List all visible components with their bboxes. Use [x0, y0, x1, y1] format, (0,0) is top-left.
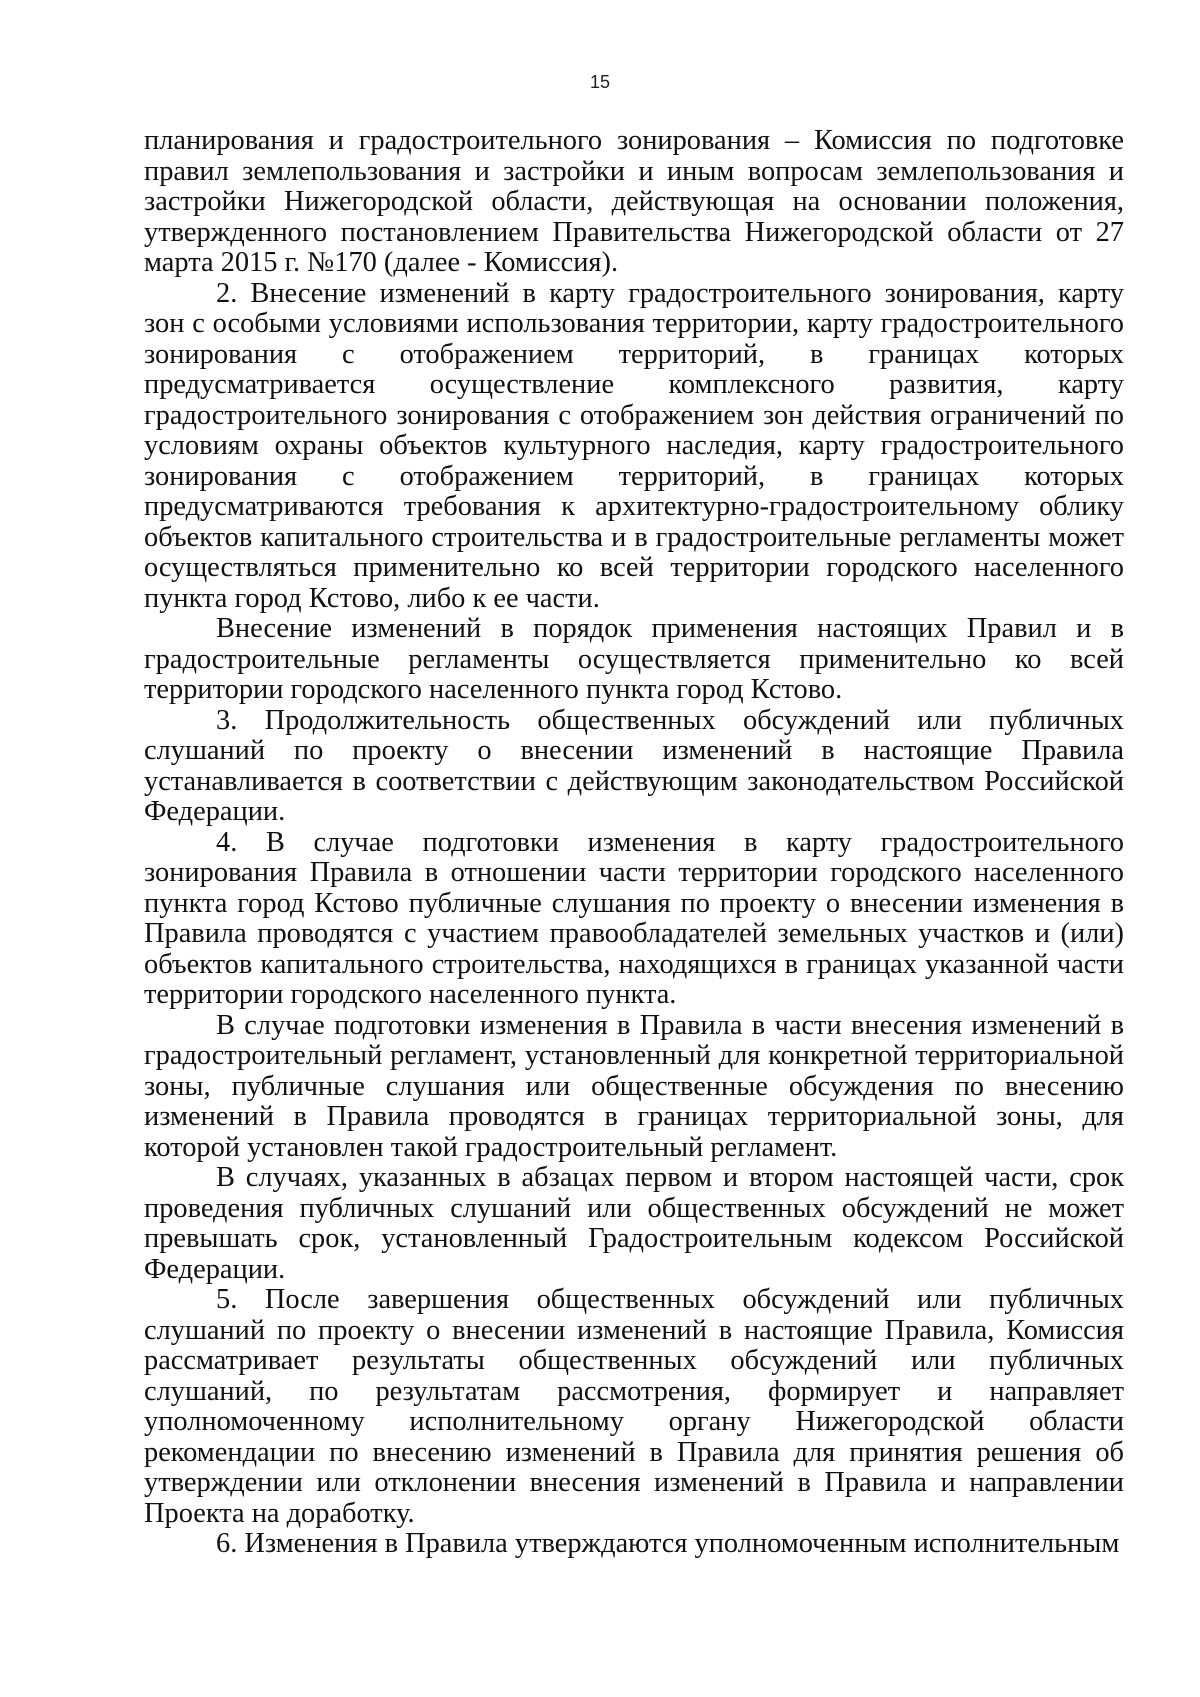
paragraph-item-5: 5. После завершения общественных обсуждений или публичных слушаний по проекту о внесении изменений в настоящие Правила, Комиссия рассматривает результаты общественных обсуждений или публичных слушаний, по результатам рассмотрения, формирует и направляет уполномоченному исполнительному органу Нижегородской области рекомендации по внесению изменений в Правила для принятия решения об утверждении или отклонении внесения изменений в Правила и направлении Проекта на доработку. — [144, 1284, 1124, 1529]
paragraph-item-2: 2. Внесение изменений в карту градостроительного зонирования, карту зон с особыми условиями использования территории, карту градостроительного зонирования с отображением территорий, в границах которых предусматривается осуществление комплексного развития, карту градостроительного зонирования с отображением зон действия ограничений по условиям охраны объектов культурного наследия, карту градостроительного зонирования с отображением территорий, в границах которых предусматриваются требования к архитектурно-градостроительному облику объектов капитального строительства и в градостроительные регламенты может осуществляться применительно ко всей территории городского населенного пункта город Кстово, либо к ее части. — [144, 277, 1124, 614]
document-body — [144, 126, 1124, 1560]
paragraph-continuation: планирования и градостроительного зонирования – Комиссия по подготовке правил землепользования и застройки и иным вопросам землепользования и застройки Нижегородской области, действующая на основании положения, утвержденного постановлением Правительства Нижегородской области от 27 марта 2015 г. №170 (далее - Комиссия). — [144, 125, 1124, 278]
paragraph-item-6: 6. Изменения в Правила утверждаются уполномоченным исполнительным — [216, 1528, 1120, 1559]
paragraph-regulation-change: В случае подготовки изменения в Правила в части внесения изменений в градостроительный регламент, установленный для конкретной территориальной зоны, публичные слушания или общественные обсуждения по внесению изменений в Правила проводятся в границах территориальной зоны, для которой установлен такой градостроительный регламент. — [144, 1009, 1124, 1163]
paragraph-rules-application: Внесение изменений в порядок применения настоящих Правил и в градостроительные регламенты осуществляется применительно ко всей территории городского населенного пункта город Кстово. — [144, 613, 1124, 705]
page-number: 15 — [589, 72, 611, 92]
paragraph-deadline: В случаях, указанных в абзацах первом и втором настоящей части, срок проведения публичных слушаний или общественных обсуждений не может превышать срок, установленный Градостроительным кодексом Российской Федерации. — [144, 1162, 1124, 1285]
paragraph-item-4: 4. В случае подготовки изменения в карту градостроительного зонирования Правила в отношении части территории городского населенного пункта город Кстово публичные слушания по проекту о внесении изменения в Правила проводятся с участием правообладателей земельных участков и (или) объектов капитального строительства, находящихся в границах указанной части территории городского населенного пункта. — [144, 826, 1124, 1010]
paragraph-item-3: 3. Продолжительность общественных обсуждений или публичных слушаний по проекту о внесении изменений в настоящие Правила устанавливается в соответствии с действующим законодательством Российской Федерации. — [144, 704, 1124, 827]
